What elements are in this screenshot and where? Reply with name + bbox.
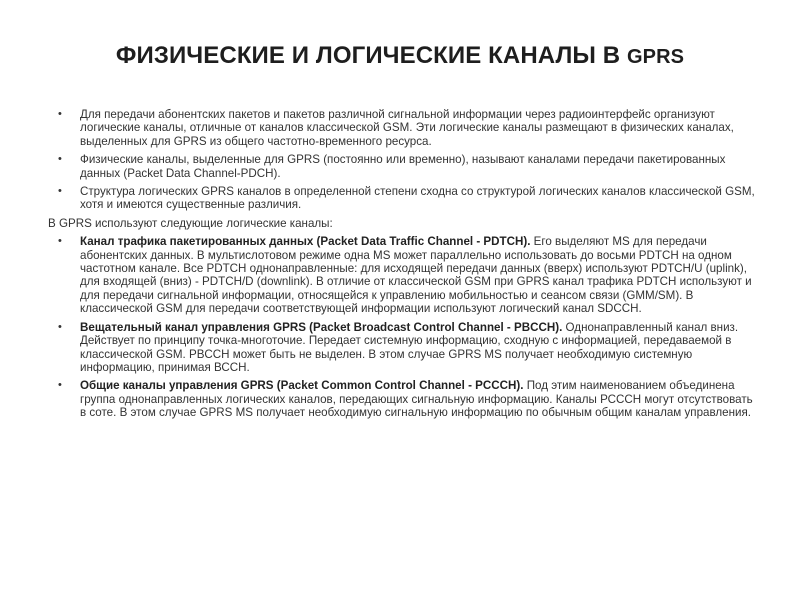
intro-text-3: Структура логических GPRS каналов в определенной степени сходна со структурой логических каналов классической GSM, хотя и имеются существенные различия. (80, 185, 755, 212)
channel-heading-pdtch: Канал трафика пакетированных данных (Packet Data Traffic Channel - PDTCH). (80, 235, 531, 249)
channel-text-pdtch: Его выделяют MS для передачи абонентских данных. В мультислотовом режиме одна MS может параллельно использовать до восьми PDTCH на одном частотном канале. Все PDTCH однонаправленные: для исходящей передачи данных (вверх) используют PDTCH/U (uplink), для входящей (вниз) - PDTCH/D (downlink). В отличие от классической GSM при GPRS канал трафика PDTCH используют и для передачи сигнальной информации, относящейся к управлению мобильностью и сеансом связи (GMM/SM). В классической GSM для передачи соответствующей информации используют логический канал SDCCH. (80, 235, 752, 316)
channels-intro-line: В GPRS используют следующие логические каналы: (48, 216, 333, 230)
channel-bullet-pccch (56, 379, 756, 419)
channel-heading-pccch: Общие каналы управления GPRS (Packet Common Control Channel - PCCCH). (80, 379, 524, 393)
bullet-marker: • (58, 235, 62, 248)
title-main: ФИЗИЧЕСКИЕ И ЛОГИЧЕСКИЕ КАНАЛЫ В (115, 42, 621, 69)
bullet-marker: • (58, 379, 62, 392)
channel-bullet-pdtch (56, 235, 756, 315)
intro-bullet-2 (56, 153, 756, 180)
intro-bullet-3 (56, 185, 756, 212)
channel-heading-pbcch: Вещательный канал управления GPRS (Packet Broadcast Control Channel - PBCCH). (80, 320, 563, 334)
bullet-marker: • (58, 153, 62, 166)
bullet-marker: • (58, 320, 62, 333)
intro-text-2: Физические каналы, выделенные для GPRS (постоянно или временно), называют каналами передачи пакетированных данных (Packet Data Channel-PDCH). (80, 153, 726, 180)
channel-text-pbcch: Однонаправленный канал вниз. Действует по принципу точка-многоточие. Передает системную информацию, сходную с информацией, передаваемой в классической GSM. PBCCH может быть не выделен. В этом случае GPRS MS получает необходимую системную информацию, принимая ВССН. (80, 320, 739, 374)
bullet-marker: • (58, 108, 62, 120)
slide-content (48, 108, 756, 425)
bullet-marker: • (58, 185, 62, 198)
intro-text-1: Для передачи абонентских пакетов и пакетов различной сигнальной информации через радиоинтерфейс организуют логические каналы, отличные от каналов классической GSM. Эти логические каналы размещают в физических каналах, выделенных для GPRS из общего частотно-временного ресурса. (80, 108, 734, 148)
intro-bullet-1 (56, 108, 756, 148)
slide-title (0, 42, 800, 70)
channel-bullet-pbcch (56, 321, 756, 375)
channel-text-pccch: Под этим наименованием объединена группа однонаправленных логических каналов, передающих сигнальную информацию. Каналы РСССН могут отсутствовать в соте. В этом случае GPRS MS получает необходимую сигнальную информацию по обычным общим каналам управления. (80, 379, 753, 420)
title-tail: GPRS (627, 46, 685, 68)
